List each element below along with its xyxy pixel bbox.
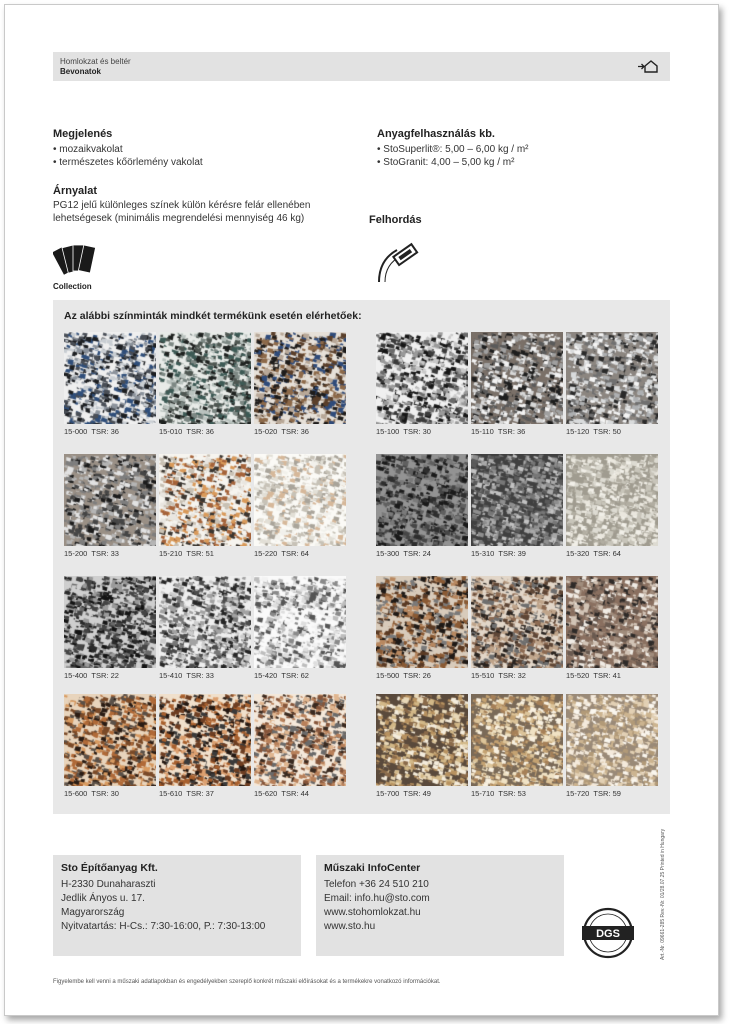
stone-texture-image — [159, 454, 251, 546]
color-swatch-15-100 — [376, 332, 468, 436]
consumption-item: • StoSuperlit®: 5,00 – 6,00 kg / m² — [377, 144, 529, 155]
stone-texture-image — [566, 576, 658, 668]
color-swatch-15-420 — [254, 576, 346, 680]
header-category: Homlokzat és beltér — [60, 57, 131, 66]
swatch-tsr: TSR: 30 — [403, 427, 431, 436]
swatch-code: 15-620 — [254, 789, 278, 798]
swatch-code: 15-000 — [64, 427, 88, 436]
application-title: Felhordás — [369, 214, 422, 226]
stone-texture-image — [64, 454, 156, 546]
color-samples-panel — [53, 300, 670, 814]
swatch-label — [159, 427, 251, 436]
color-swatch-15-620 — [254, 694, 346, 798]
shade-section — [53, 185, 310, 225]
color-fan-icon — [53, 242, 97, 276]
stone-texture-image — [64, 332, 156, 424]
swatch-code: 15-200 — [64, 549, 88, 558]
stone-texture-image — [159, 694, 251, 786]
swatch-code: 15-120 — [566, 427, 590, 436]
company-contact-box — [53, 855, 301, 956]
swatch-tsr: TSR: 53 — [498, 789, 526, 798]
swatch-tsr: TSR: 44 — [281, 789, 309, 798]
header-section: Bevonatok — [60, 67, 101, 76]
swatch-code: 15-320 — [566, 549, 590, 558]
swatch-code: 15-210 — [159, 549, 183, 558]
swatch-code: 15-300 — [376, 549, 400, 558]
swatch-label — [64, 789, 156, 798]
color-swatch-15-110 — [471, 332, 563, 436]
swatch-label — [64, 549, 156, 558]
swatch-tsr: TSR: 59 — [593, 789, 621, 798]
swatch-tsr: TSR: 39 — [498, 549, 526, 558]
stone-texture-image — [254, 576, 346, 668]
header-bar — [53, 52, 670, 81]
company-opening-hours: Nyitvatartás: H-Cs.: 7:30-16:00, P.: 7:30-13:00 — [61, 921, 266, 932]
color-swatch-15-720 — [566, 694, 658, 798]
swatch-code: 15-600 — [64, 789, 88, 798]
swatch-label — [64, 671, 156, 680]
certification-seal-icon — [578, 906, 638, 960]
company-address-line: Jedlik Ányos u. 17. — [61, 893, 145, 904]
swatch-tsr: TSR: 33 — [186, 671, 214, 680]
swatch-label — [376, 549, 468, 558]
swatch-code: 15-100 — [376, 427, 400, 436]
swatch-tsr: TSR: 24 — [403, 549, 431, 558]
stone-texture-image — [254, 454, 346, 546]
swatch-label — [471, 671, 563, 680]
house-arrow-icon — [636, 59, 660, 74]
swatch-tsr: TSR: 26 — [403, 671, 431, 680]
color-swatch-15-510 — [471, 576, 563, 680]
swatch-code: 15-310 — [471, 549, 495, 558]
infocenter-phone: Telefon +36 24 510 210 — [324, 879, 429, 890]
company-address-line: Magyarország — [61, 907, 125, 918]
swatch-tsr: TSR: 51 — [186, 549, 214, 558]
swatch-tsr: TSR: 37 — [186, 789, 214, 798]
stone-texture-image — [64, 576, 156, 668]
stone-texture-image — [376, 332, 468, 424]
shade-title: Árnyalat — [53, 185, 98, 197]
swatch-tsr: TSR: 36 — [186, 427, 214, 436]
swatch-code: 15-110 — [471, 427, 494, 436]
swatch-tsr: TSR: 36 — [91, 427, 119, 436]
collection-label: Collection — [53, 282, 92, 291]
swatch-label — [471, 789, 563, 798]
collection-badge — [53, 242, 103, 291]
shade-text-line: PG12 jelű különleges színek külön kérésre felár ellenében — [53, 200, 311, 211]
swatch-label — [159, 789, 251, 798]
trowel-application-icon — [373, 238, 423, 284]
stone-texture-image — [376, 694, 468, 786]
swatch-label — [254, 789, 346, 798]
swatch-tsr: TSR: 64 — [281, 549, 309, 558]
color-swatch-15-610 — [159, 694, 251, 798]
swatch-tsr: TSR: 62 — [281, 671, 309, 680]
swatch-label — [566, 789, 658, 798]
infocenter-website-link[interactable]: www.sto.hu — [324, 921, 376, 932]
swatch-code: 15-420 — [254, 671, 278, 680]
color-swatch-15-520 — [566, 576, 658, 680]
stone-texture-image — [471, 454, 563, 546]
stone-texture-image — [471, 332, 563, 424]
swatch-tsr: TSR: 41 — [593, 671, 621, 680]
swatch-code: 15-020 — [254, 427, 278, 436]
stone-texture-image — [159, 332, 251, 424]
samples-title: Az alábbi színminták mindkét termékünk esetén elérhetőek: — [64, 310, 362, 322]
appearance-item: • mozaikvakolat — [53, 144, 123, 155]
stone-texture-image — [376, 454, 468, 546]
color-swatch-15-400 — [64, 576, 156, 680]
swatch-label — [566, 427, 658, 436]
swatch-label — [471, 549, 563, 558]
swatch-code: 15-500 — [376, 671, 400, 680]
company-name: Sto Építőanyag Kft. — [61, 862, 158, 874]
application-section — [369, 214, 422, 226]
swatch-tsr: TSR: 32 — [498, 671, 526, 680]
swatch-code: 15-700 — [376, 789, 400, 798]
consumption-item: • StoGranit: 4,00 – 5,00 kg / m² — [377, 157, 515, 168]
swatch-tsr: TSR: 36 — [497, 427, 526, 436]
swatch-code: 15-410 — [159, 671, 183, 680]
color-swatch-15-600 — [64, 694, 156, 798]
swatch-tsr: TSR: 22 — [91, 671, 119, 680]
swatch-tsr: TSR: 50 — [593, 427, 621, 436]
infocenter-box — [316, 855, 564, 956]
stone-texture-image — [159, 576, 251, 668]
swatch-tsr: TSR: 64 — [593, 549, 621, 558]
consumption-title: Anyagfelhasználás kb. — [377, 128, 495, 140]
stone-texture-image — [254, 694, 346, 786]
stone-texture-image — [566, 332, 658, 424]
stone-texture-image — [254, 332, 346, 424]
color-swatch-15-700 — [376, 694, 468, 798]
swatch-code: 15-720 — [566, 789, 590, 798]
color-swatch-15-020 — [254, 332, 346, 436]
color-swatch-15-320 — [566, 454, 658, 558]
color-swatch-15-300 — [376, 454, 468, 558]
swatch-tsr: TSR: 36 — [281, 427, 309, 436]
shade-text-line: lehetségesek (minimális megrendelési mennyiség 46 kg) — [53, 213, 305, 224]
seal-text: DGS — [596, 928, 620, 940]
stone-texture-image — [566, 454, 658, 546]
swatch-label — [566, 549, 658, 558]
swatch-code: 15-400 — [64, 671, 88, 680]
swatch-label — [376, 671, 468, 680]
stone-texture-image — [471, 576, 563, 668]
swatch-label — [159, 549, 251, 558]
color-swatch-15-200 — [64, 454, 156, 558]
swatch-tsr: TSR: 49 — [403, 789, 431, 798]
swatch-label — [566, 671, 658, 680]
color-swatch-15-500 — [376, 576, 468, 680]
color-swatch-15-410 — [159, 576, 251, 680]
swatch-label — [254, 671, 346, 680]
color-swatch-15-310 — [471, 454, 563, 558]
color-swatch-15-210 — [159, 454, 251, 558]
swatch-tsr: TSR: 33 — [91, 549, 119, 558]
company-address-line: H-2330 Dunaharaszti — [61, 879, 156, 890]
color-swatch-15-120 — [566, 332, 658, 436]
color-swatch-15-220 — [254, 454, 346, 558]
stone-texture-image — [566, 694, 658, 786]
color-swatch-15-010 — [159, 332, 251, 436]
swatch-label — [376, 789, 468, 798]
swatch-label — [254, 549, 346, 558]
swatch-label — [471, 427, 563, 436]
infocenter-title: Műszaki InfoCenter — [324, 862, 421, 874]
swatch-label — [376, 427, 468, 436]
swatch-label — [159, 671, 251, 680]
stone-texture-image — [376, 576, 468, 668]
swatch-code: 15-710 — [471, 789, 495, 798]
swatch-label — [64, 427, 156, 436]
article-number-note: Art.-Nr. 09661-285 Rev.-Nr. 01/28.07.25 Printed in Hungary — [660, 828, 666, 960]
color-swatch-15-000 — [64, 332, 156, 436]
swatch-code: 15-220 — [254, 549, 278, 558]
swatch-code: 15-510 — [471, 671, 495, 680]
swatch-code: 15-010 — [159, 427, 183, 436]
swatch-tsr: TSR: 30 — [91, 789, 119, 798]
swatch-label — [254, 427, 346, 436]
color-swatch-15-710 — [471, 694, 563, 798]
infocenter-website-link[interactable]: www.stohomlokzat.hu — [324, 907, 421, 918]
swatch-code: 15-610 — [159, 789, 183, 798]
appearance-title: Megjelenés — [53, 128, 113, 140]
appearance-item: • természetes kőörlemény vakolat — [53, 157, 203, 168]
disclaimer-text: Figyelembe kell venni a műszaki adatlapokban és engedélyekben szereplő konkrét műszaki előírásokat és a termékekre vonatkozó információkat. — [53, 979, 441, 985]
appearance-section — [53, 128, 203, 169]
infocenter-email: Email: info.hu@sto.com — [324, 893, 430, 904]
swatch-code: 15-520 — [566, 671, 590, 680]
stone-texture-image — [471, 694, 563, 786]
stone-texture-image — [64, 694, 156, 786]
consumption-section — [377, 128, 529, 169]
